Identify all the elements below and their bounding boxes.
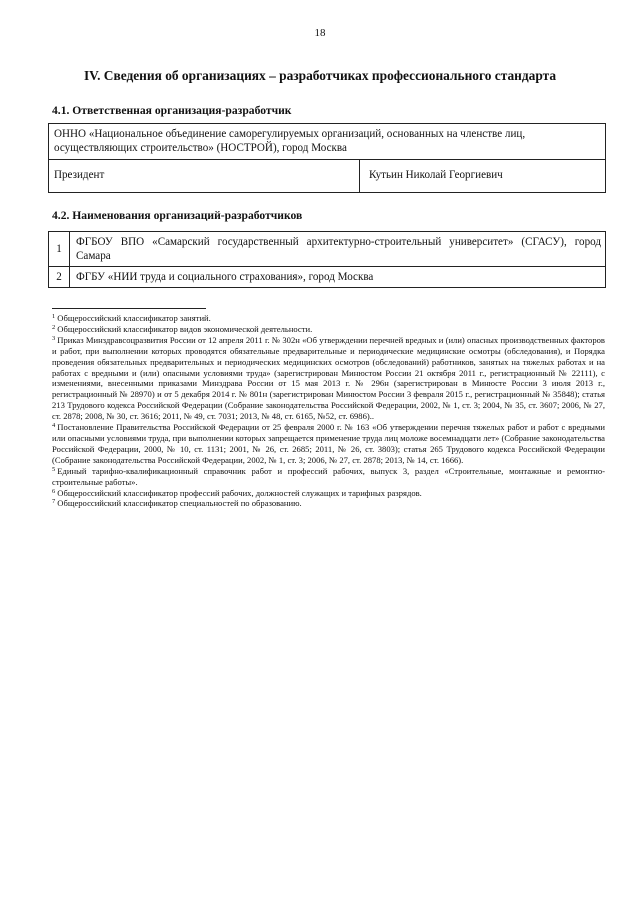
footnote-marker: 3	[52, 334, 56, 342]
footnote	[52, 488, 605, 499]
developer-name: ФГБОУ ВПО «Самарский государственный архитектурно-строительный университет» (СГАСУ), город Самара	[70, 232, 606, 267]
responsible-org-name: ОННО «Национальное объединение саморегулируемых организаций, основанных на членстве лиц, осуществляющих строительство» (НОСТРОЙ), город Москва	[49, 124, 606, 160]
footnote-marker: 2	[52, 323, 56, 331]
footnote	[52, 422, 605, 466]
developers-table	[48, 231, 606, 288]
section-title: IV. Сведения об организациях – разработчиках профессионального стандарта	[83, 68, 557, 83]
footnote-text: Общероссийский классификатор видов экономической деятельности.	[57, 323, 313, 334]
footnote	[52, 498, 605, 509]
footnote-marker: 1	[52, 313, 56, 320]
footnote-text: Общероссийский классификатор занятий.	[57, 313, 211, 323]
developers-heading: 4.2. Наименования организаций-разработчиков	[52, 209, 303, 222]
footnote-marker: 5	[52, 465, 56, 473]
footnote	[52, 324, 605, 335]
footnote-text: Приказ Минздравсоцразвития России от 12 апреля 2011 г. № 302н «Об утверждении перечней вредных и (или) опасных производственных факторов и работ, при выполнении которых проводятся обязательные предварительные и периодические медицинские осмотры (обследования), и Порядка проведения обязательных предварительных и периодических медицинских осмотров (обследований) работников, занятых на тяжелых работах и на работах с вредными и (или) опасными условиями труда» (зарегистрирован Минюстом России 21 октября 2011 г., регистрационный № 22111), с изменениями, внесенными приказами Минздрава России от 15 мая 2013 г. № 296н (зарегистрирован в Минюсте России 3 июля 2013 г., регистрационный № 28970) и от 5 декабря 2014 г. № 801н (зарегистрирован Минюстом России 3 февраля 2015 г., регистрационный № 35848); статья 213 Трудового кодекса Российской Федерации (Собрание законодательства Российской Федерации, 2002, № 1, ст. 3; 2004, № 35, ст. 3607; 2006, № 27, ст. 2878; 2008, № 30, ст. 3616; 2011, № 49, ст. 7031; 2013, № 48, ст. 6165, №52, ст. 6986)..	[52, 334, 605, 422]
footnotes	[52, 313, 605, 509]
page-number: 18	[314, 27, 326, 39]
responsible-org-table	[48, 123, 606, 193]
footnote-text: Единый тарифно-квалификационный справочник работ и профессий рабочих, выпуск 3, раздел «Строительные, монтажные и ремонтно-строительные работы».	[52, 465, 605, 487]
footnote-text: Постановление Правительства Российской Федерации от 25 февраля 2000 г. № 163 «Об утверждении перечня тяжелых работ и работ с вредными или опасными условиями труда, при выполнении которых запрещается применение труда лиц моложе восемнадцати лет» (Собрание законодательства Российской Федерации, 2000, № 10, ст. 1131; 2001, № 26, ст. 2685; 2011, № 26, ст. 3803); статья 265 Трудового кодекса Российской Федерации (Собрание законодательства Российской Федерации, 2002, № 1, ст. 3; 2006, № 27, ст. 2878; 2013, № 14, ст. 1666).	[52, 422, 605, 465]
table-row	[49, 160, 606, 193]
table-row	[49, 232, 606, 267]
footnote	[52, 313, 605, 324]
table-row	[49, 267, 606, 288]
responsible-person: Кутьин Николай Георгиевич	[360, 160, 606, 193]
footnote-marker: 7	[52, 498, 56, 506]
developer-number: 2	[49, 267, 70, 288]
developer-name: ФГБУ «НИИ труда и социального страхования», город Москва	[70, 267, 606, 288]
footnote-marker: 4	[52, 422, 56, 430]
table-row	[49, 124, 606, 160]
developer-number: 1	[49, 232, 70, 267]
footnote	[52, 335, 605, 422]
footnote-marker: 6	[52, 487, 56, 495]
footnote-text: Общероссийский классификатор специальностей по образованию.	[57, 498, 302, 509]
responsible-role: Президент	[49, 160, 360, 193]
footnote-divider	[52, 308, 206, 309]
responsible-heading: 4.1. Ответственная организация-разработчик	[52, 104, 292, 117]
footnote	[52, 466, 605, 488]
footnote-text: Общероссийский классификатор профессий рабочих, должностей служащих и тарифных разрядов.	[57, 487, 422, 498]
